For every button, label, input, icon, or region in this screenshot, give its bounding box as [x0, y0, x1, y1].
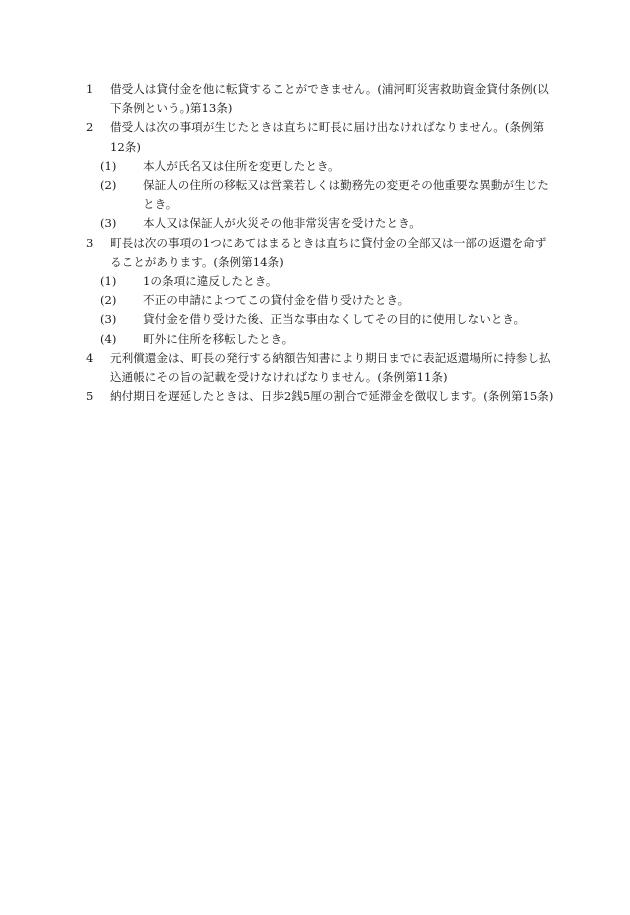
item-number: 5: [86, 389, 94, 404]
sub-list-item: [86, 330, 556, 349]
subitem-text: 町外に住所を移転したとき。: [143, 331, 294, 346]
item-text: 借受人は次の事項が生じたときは直ちに町長に届け出なければなりません。(条例第12条): [110, 120, 545, 154]
item-number: 2: [86, 120, 94, 135]
list-item: [86, 349, 556, 387]
item-number: 4: [86, 350, 94, 365]
subitem-number: (1): [100, 158, 117, 173]
item-number: 3: [86, 235, 94, 250]
sub-list-item: [86, 176, 556, 214]
item-number: 1: [86, 82, 94, 96]
subitem-text: 本人が氏名又は住所を変更したとき。: [143, 158, 340, 173]
subitem-number: (3): [100, 312, 117, 327]
list-item: [86, 118, 556, 156]
item-text: 町長は次の事項の1つにあてはまるときは直ちに貸付金の全部又は一部の返還を命ずることがあります。(条例第14条): [110, 235, 547, 269]
item-text: 納付期日を遅延したときは、日歩2銭5厘の割合で延滞金を徴収します。(条例第15条): [110, 389, 554, 404]
subitem-number: (2): [100, 178, 117, 193]
sub-list-item: [86, 157, 556, 176]
sub-list-item: [86, 291, 556, 310]
item-text: 借受人は貸付金を他に転貸することができません。(浦河町災害救助資金貸付条例(以下条例という。)第13条): [110, 82, 549, 116]
list-item: [86, 80, 556, 118]
subitem-number: (3): [100, 216, 117, 231]
subitem-text: 保証人の住所の移転又は営業若しくは勤務先の変更その他重要な異動が生じたとき。: [143, 178, 549, 212]
subitem-text: 1の条項に違反したとき。: [143, 274, 278, 289]
document-body: [86, 80, 556, 406]
subitem-number: (4): [100, 331, 117, 346]
subitem-number: (1): [100, 274, 117, 289]
subitem-text: 不正の申請によつてこの貸付金を借り受けたとき。: [143, 293, 410, 308]
list-item: [86, 387, 556, 406]
sub-list-item: [86, 272, 556, 291]
sub-list-item: [86, 310, 556, 329]
list-item: [86, 234, 556, 272]
subitem-number: (2): [100, 293, 117, 308]
subitem-text: 貸付金を借り受けた後、正当な事由なくしてその目的に使用しないとき。: [143, 312, 526, 327]
subitem-text: 本人又は保証人が火災その他非常災害を受けたとき。: [143, 216, 421, 231]
item-text: 元利償還金は、町長の発行する納額告知書により期日までに表記返還場所に持参し払込通帳にその旨の記載を受けなければなりません。(条例第11条): [110, 350, 551, 385]
sub-list-item: [86, 214, 556, 233]
